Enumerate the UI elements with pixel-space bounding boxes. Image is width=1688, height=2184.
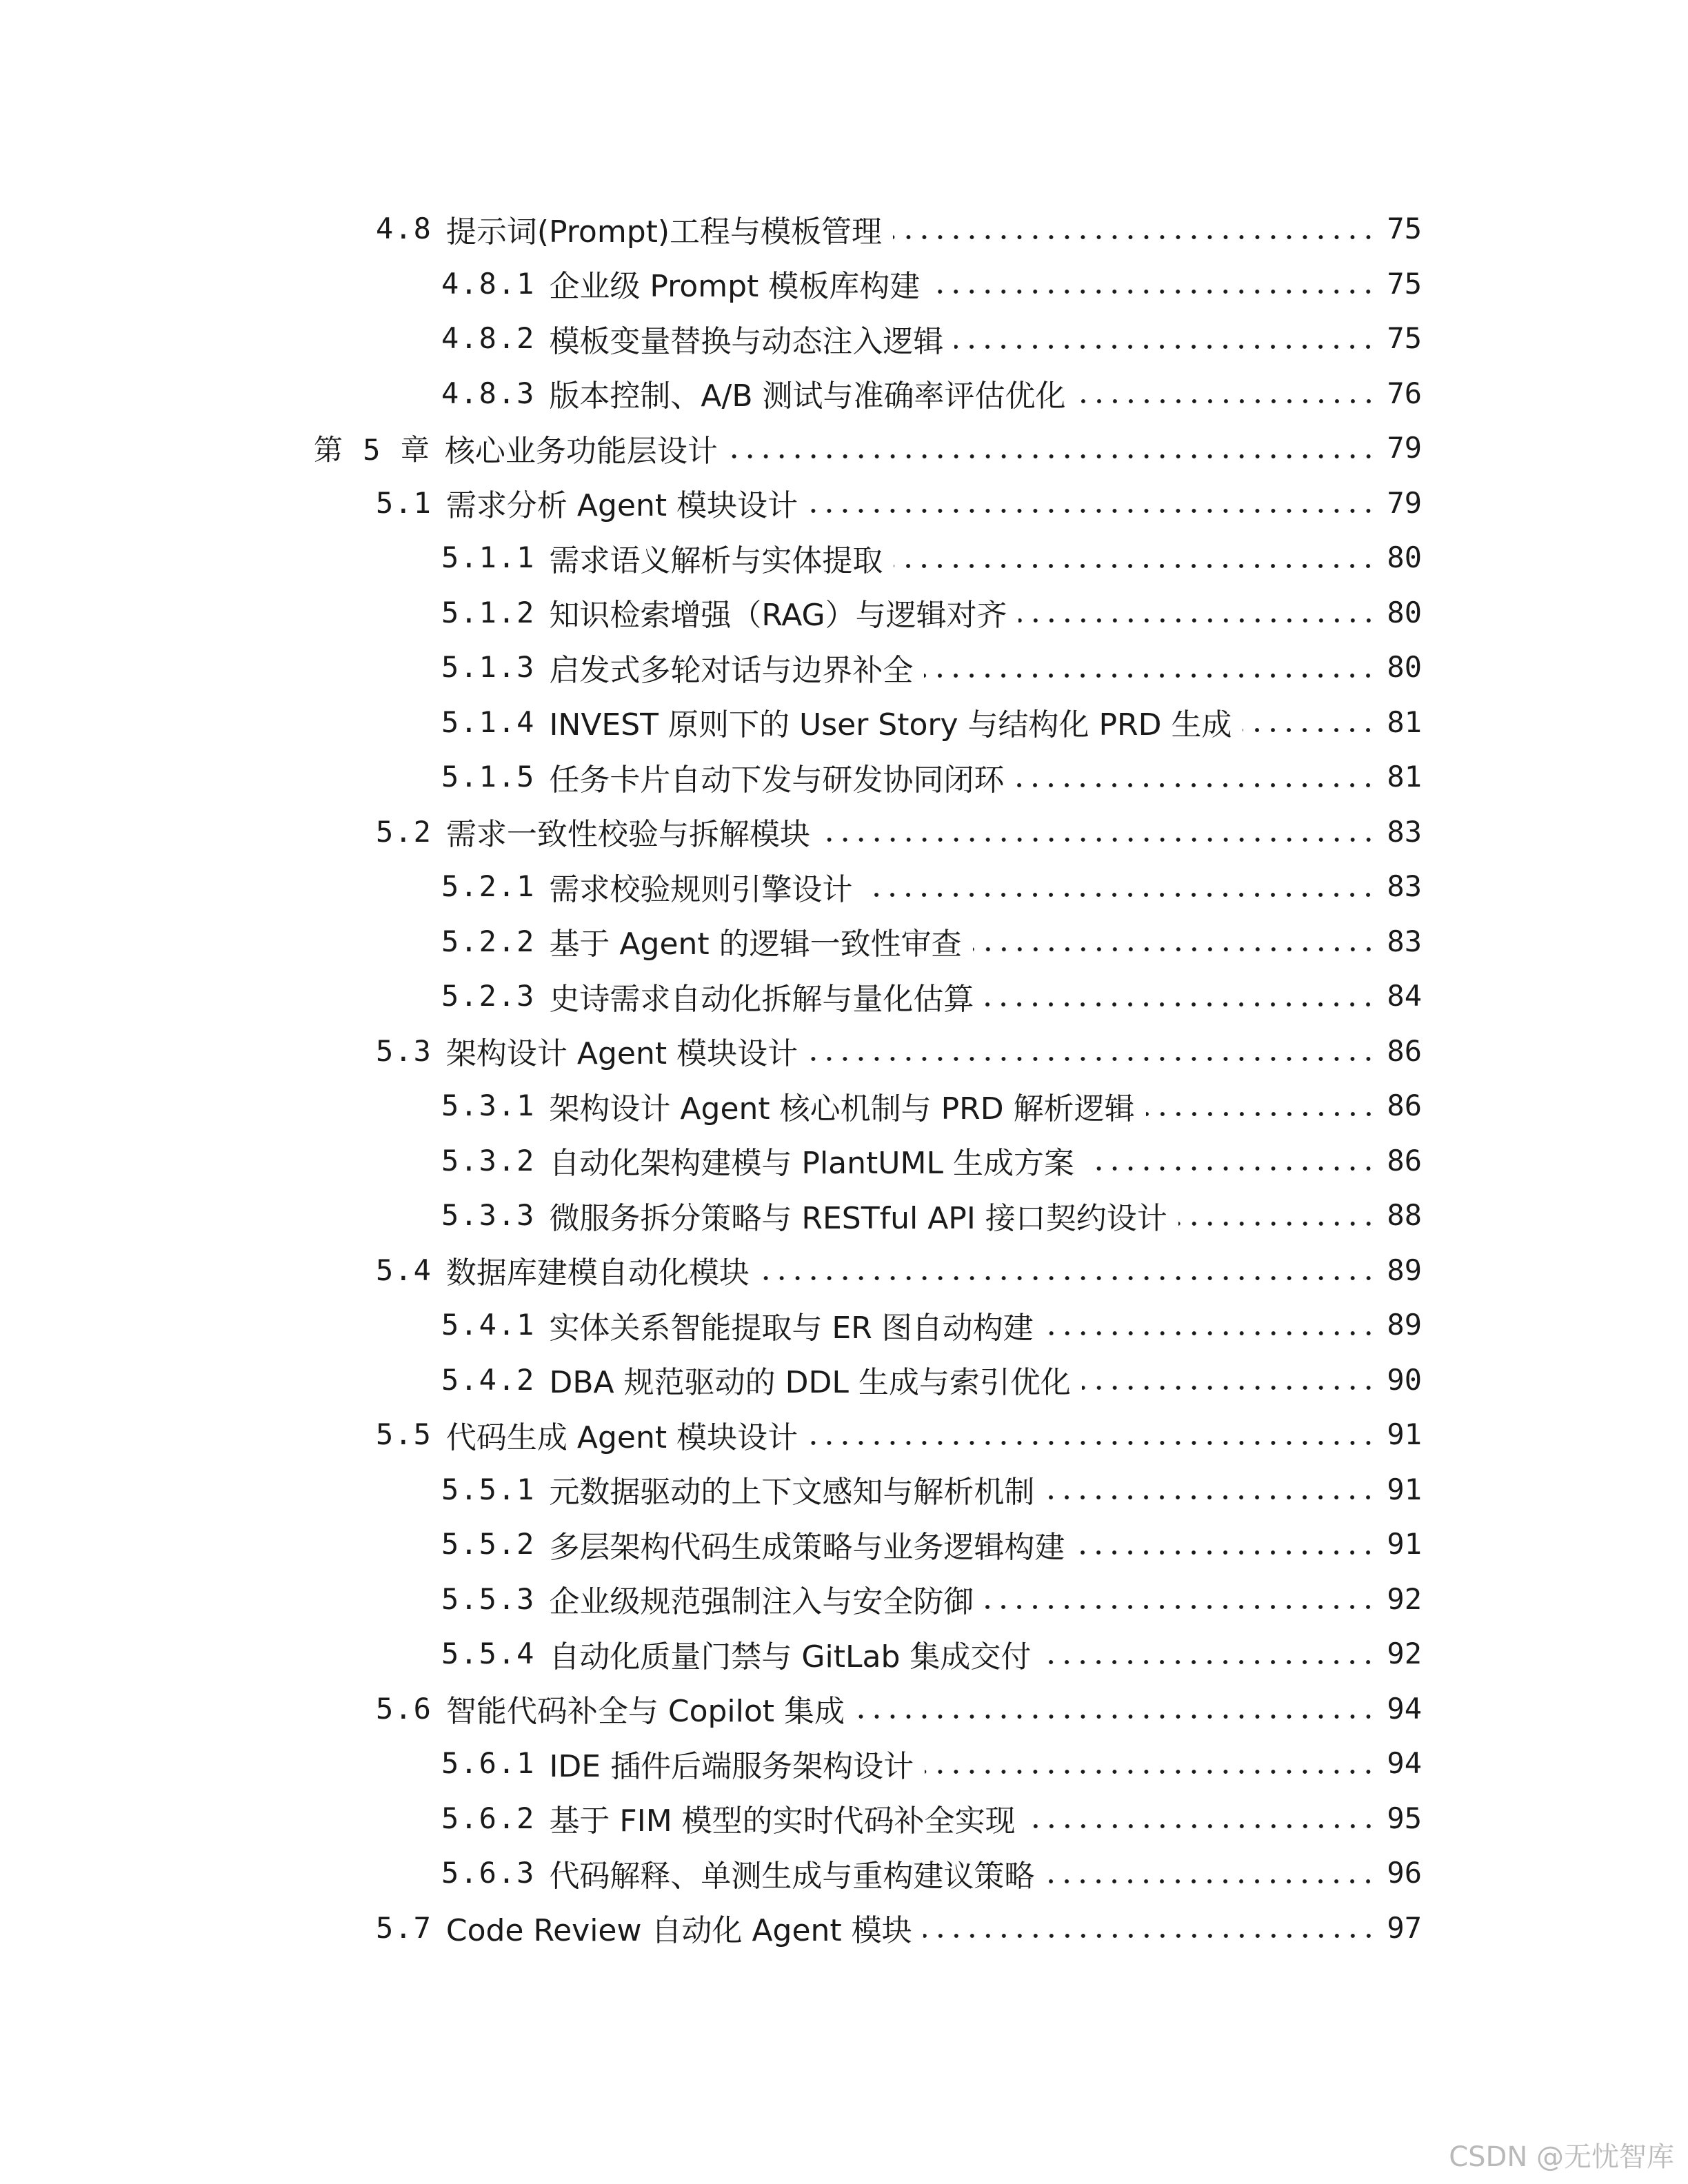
toc-page-number: 76: [1387, 376, 1422, 410]
toc-page-number: 86: [1387, 1089, 1422, 1123]
toc-dot-leader: [1015, 782, 1376, 789]
toc-entry-number: 5.3.1: [441, 1089, 536, 1123]
toc-entry-number: 5.1.4: [441, 705, 536, 739]
toc-subsection-entry[interactable]: [0, 256, 1688, 312]
toc-dot-leader: [856, 1713, 1376, 1720]
toc-entry-title: 启发式多轮对话与边界补全: [549, 652, 914, 688]
toc-page-number: 80: [1387, 540, 1422, 575]
toc-subsection-entry[interactable]: [0, 311, 1688, 366]
toc-dot-leader: [985, 1604, 1376, 1610]
toc-page-number: 95: [1387, 1801, 1422, 1835]
toc-page-number: 91: [1387, 1472, 1422, 1506]
toc-entry-title: 数据库建模自动化模块: [445, 1255, 750, 1291]
csdn-watermark: CSDN @无忧智库: [1449, 2141, 1674, 2173]
toc-entry-number: 5.7: [376, 1910, 432, 1945]
toc-page-number: 81: [1387, 760, 1422, 794]
toc-entry-title: 自动化质量门禁与 GitLab 集成交付: [549, 1639, 1032, 1675]
toc-dot-leader: [1243, 727, 1376, 734]
toc-entry-title: 架构设计 Agent 模块设计: [445, 1036, 798, 1072]
toc-entry-number: 第 5 章: [314, 432, 431, 467]
toc-entry-title: 史诗需求自动化拆解与量化估算: [549, 981, 974, 1017]
toc-page-number: 86: [1387, 1033, 1422, 1068]
toc-entry-title: 代码生成 Agent 模块设计: [445, 1419, 798, 1455]
toc-dot-leader: [894, 563, 1376, 569]
toc-subsection-entry[interactable]: [0, 1353, 1688, 1408]
toc-subsection-entry[interactable]: [0, 695, 1688, 750]
toc-entry-number: 5.3: [376, 1033, 432, 1068]
toc-entry-title: DBA 规范驱动的 DDL 生成与索引优化: [549, 1365, 1071, 1401]
toc-subsection-entry[interactable]: [0, 1736, 1688, 1791]
toc-dot-leader: [1077, 398, 1376, 405]
toc-dot-leader: [821, 836, 1376, 843]
toc-entry-number: 5.6.1: [441, 1746, 536, 1781]
toc-entry-title: INVEST 原则下的 User Story 与结构化 PRD 生成: [549, 707, 1232, 743]
toc-entry-number: 5.5.2: [441, 1527, 536, 1561]
toc-page-number: 83: [1387, 924, 1422, 958]
toc-entry-title: 需求一致性校验与拆解模块: [445, 817, 810, 853]
toc-entry-title: 提示词(Prompt)工程与模板管理: [445, 214, 883, 250]
toc-page-number: 80: [1387, 595, 1422, 629]
toc-page-number: 86: [1387, 1143, 1422, 1177]
toc-dot-leader: [1082, 1384, 1376, 1391]
toc-entry-number: 5.1.3: [441, 650, 536, 685]
toc-page-number: 81: [1387, 705, 1422, 739]
toc-dot-leader: [1018, 617, 1376, 624]
toc-subsection-entry[interactable]: [0, 1626, 1688, 1681]
toc-page-number: 91: [1387, 1417, 1422, 1452]
toc-entry-title: 自动化架构建模与 PlantUML 生成方案: [549, 1146, 1074, 1182]
toc-entry-title: 企业级 Prompt 模板库构建: [549, 269, 921, 305]
toc-entry-number: 4.8: [376, 212, 432, 246]
toc-chapter-entry[interactable]: [0, 421, 1688, 476]
toc-page-number: 83: [1387, 869, 1422, 904]
toc-entry-number: 5.5.3: [441, 1581, 536, 1616]
toc-dot-leader: [924, 672, 1376, 679]
toc-section-entry[interactable]: [0, 476, 1688, 531]
toc-dot-leader: [1178, 1220, 1376, 1227]
toc-section-entry[interactable]: [0, 805, 1688, 860]
toc-section-entry[interactable]: [0, 1407, 1688, 1462]
toc-entry-title: 基于 Agent 的逻辑一致性审查: [549, 927, 962, 962]
toc-dot-leader: [893, 234, 1376, 241]
toc-dot-leader: [1045, 1330, 1376, 1337]
toc-dot-leader: [1085, 1165, 1376, 1172]
toc-subsection-entry[interactable]: [0, 640, 1688, 695]
toc-entry-number: 4.8.3: [441, 376, 536, 410]
toc-entry-number: 4.8.2: [441, 321, 536, 356]
toc-entry-number: 4.8.1: [441, 266, 536, 301]
toc-page-number: 89: [1387, 1308, 1422, 1342]
toc-dot-leader: [761, 1275, 1376, 1282]
toc-page-number: 90: [1387, 1362, 1422, 1397]
toc-subsection-entry[interactable]: [0, 1188, 1688, 1243]
toc-entry-number: 5.1.1: [441, 540, 536, 575]
toc-dot-leader: [1146, 1111, 1376, 1118]
toc-page-number: 92: [1387, 1637, 1422, 1671]
toc-entry-number: 5.6: [376, 1691, 432, 1726]
toc-subsection-entry[interactable]: [0, 969, 1688, 1024]
toc-subsection-entry[interactable]: [0, 914, 1688, 969]
toc-dot-leader: [1045, 1494, 1376, 1501]
toc-section-entry[interactable]: [0, 1243, 1688, 1298]
toc-dot-leader: [973, 946, 1376, 953]
toc-subsection-entry[interactable]: [0, 1517, 1688, 1572]
toc-subsection-entry[interactable]: [0, 1846, 1688, 1901]
toc-dot-leader: [809, 1055, 1376, 1062]
toc-subsection-entry[interactable]: [0, 749, 1688, 805]
toc-dot-leader: [1027, 1823, 1376, 1830]
toc-entry-title: 知识检索增强（RAG）与逻辑对齐: [549, 598, 1007, 634]
toc-page-number: 80: [1387, 650, 1422, 685]
toc-entry-title: 需求分析 Agent 模块设计: [445, 488, 798, 524]
toc-page-number: 94: [1387, 1746, 1422, 1781]
toc-entry-number: 5.2.1: [441, 869, 536, 904]
toc-entry-title: IDE 插件后端服务架构设计: [549, 1748, 914, 1784]
toc-entry-title: 微服务拆分策略与 RESTful API 接口契约设计: [549, 1200, 1167, 1236]
toc-entry-number: 5.4.2: [441, 1362, 536, 1397]
toc-entry-number: 5.6.2: [441, 1801, 536, 1835]
toc-page-number: 94: [1387, 1691, 1422, 1726]
toc-subsection-entry[interactable]: [0, 1791, 1688, 1846]
toc-entry-number: 5.2.2: [441, 924, 536, 958]
toc-entry-number: 5.2: [376, 814, 432, 849]
toc-entry-title: Code Review 自动化 Agent 模块: [445, 1913, 912, 1949]
toc-entry-number: 5.2.3: [441, 979, 536, 1013]
toc-subsection-entry[interactable]: [0, 859, 1688, 914]
toc-entry-title: 多层架构代码生成策略与业务逻辑构建: [549, 1529, 1065, 1565]
toc-subsection-entry[interactable]: [0, 366, 1688, 421]
toc-entry-title: 实体关系智能提取与 ER 图自动构建: [549, 1310, 1034, 1346]
toc-page-number: 88: [1387, 1198, 1422, 1233]
toc-subsection-entry[interactable]: [0, 1133, 1688, 1189]
toc-dot-leader: [925, 1768, 1376, 1775]
toc-subsection-entry[interactable]: [0, 1572, 1688, 1627]
toc-page-number: 75: [1387, 321, 1422, 356]
toc-page-number: 75: [1387, 266, 1422, 301]
toc-dot-leader: [863, 891, 1376, 898]
toc-dot-leader: [923, 1932, 1376, 1939]
toc-entry-title: 智能代码补全与 Copilot 集成: [445, 1694, 845, 1730]
toc-dot-leader: [809, 507, 1376, 514]
toc-page-number: 84: [1387, 979, 1422, 1013]
toc-subsection-entry[interactable]: [0, 1078, 1688, 1133]
toc-entry-title: 需求语义解析与实体提取: [549, 543, 883, 578]
toc-page-number: 92: [1387, 1581, 1422, 1616]
toc-dot-leader: [729, 453, 1376, 460]
toc-entry-number: 5.5.4: [441, 1637, 536, 1671]
toc-section-entry[interactable]: [0, 201, 1688, 256]
toc-entry-title: 需求校验规则引擎设计: [549, 871, 853, 907]
toc-subsection-entry[interactable]: [0, 1297, 1688, 1353]
toc-entry-number: 5.1.5: [441, 760, 536, 794]
toc-entry-title: 模板变量替换与动态注入逻辑: [549, 323, 944, 359]
toc-entry-number: 5.6.3: [441, 1856, 536, 1890]
toc-entry-number: 5.5: [376, 1417, 432, 1452]
toc-page-number: 79: [1387, 431, 1422, 465]
toc-page-number: 75: [1387, 212, 1422, 246]
toc-entry-title: 核心业务功能层设计: [444, 433, 718, 469]
toc-entry-number: 5.4: [376, 1253, 432, 1287]
toc-entry-title: 元数据驱动的上下文感知与解析机制: [549, 1475, 1035, 1510]
table-of-contents: [0, 201, 1688, 1955]
toc-entry-title: 企业级规范强制注入与安全防御: [549, 1584, 974, 1620]
toc-entry-title: 版本控制、A/B 测试与准确率评估优化: [549, 378, 1066, 414]
toc-entry-number: 5.3.2: [441, 1143, 536, 1177]
toc-entry-number: 5.1: [376, 485, 432, 520]
toc-subsection-entry[interactable]: [0, 530, 1688, 585]
toc-dot-leader: [931, 288, 1376, 295]
toc-section-entry[interactable]: [0, 1681, 1688, 1737]
toc-subsection-entry[interactable]: [0, 585, 1688, 640]
toc-section-entry[interactable]: [0, 1901, 1688, 1956]
toc-dot-leader: [809, 1439, 1376, 1446]
toc-page-number: 79: [1387, 485, 1422, 520]
toc-section-entry[interactable]: [0, 1024, 1688, 1079]
toc-dot-leader: [1045, 1878, 1376, 1885]
toc-page-number: 83: [1387, 814, 1422, 849]
toc-entry-title: 架构设计 Agent 核心机制与 PRD 解析逻辑: [549, 1091, 1135, 1126]
toc-dot-leader: [1042, 1659, 1376, 1666]
toc-page-number: 89: [1387, 1253, 1422, 1287]
toc-dot-leader: [1076, 1549, 1376, 1556]
toc-entry-title: 基于 FIM 模型的实时代码补全实现: [549, 1803, 1016, 1839]
toc-entry-title: 代码解释、单测生成与重构建议策略: [549, 1858, 1035, 1894]
toc-dot-leader: [954, 343, 1376, 350]
toc-subsection-entry[interactable]: [0, 1462, 1688, 1517]
toc-dot-leader: [985, 1001, 1376, 1008]
toc-page-number: 91: [1387, 1527, 1422, 1561]
toc-entry-title: 任务卡片自动下发与研发协同闭环: [549, 762, 1005, 798]
toc-page-number: 97: [1387, 1910, 1422, 1945]
toc-page-number: 96: [1387, 1856, 1422, 1890]
toc-entry-number: 5.3.3: [441, 1198, 536, 1233]
toc-entry-number: 5.4.1: [441, 1308, 536, 1342]
toc-entry-number: 5.5.1: [441, 1472, 536, 1506]
toc-entry-number: 5.1.2: [441, 595, 536, 629]
